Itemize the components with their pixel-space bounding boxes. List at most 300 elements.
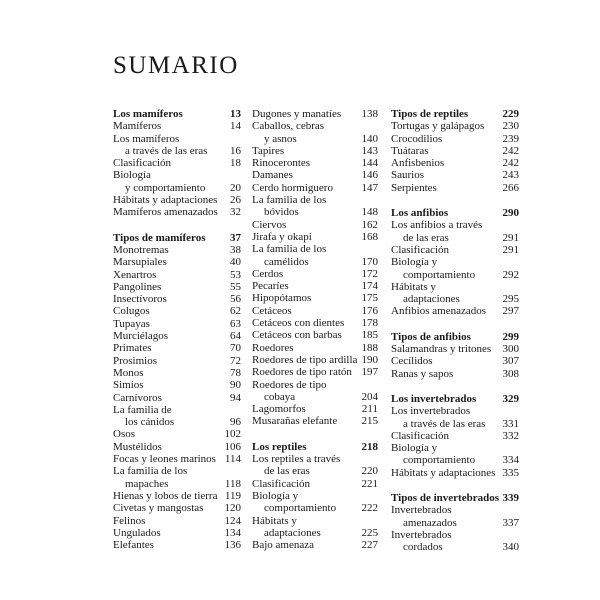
entry-title-line: Murciélagos bbox=[113, 330, 168, 343]
toc-section bbox=[113, 108, 241, 219]
page-number: 94 bbox=[230, 391, 241, 404]
toc-entry[interactable] bbox=[113, 269, 241, 281]
page-number: 96 bbox=[230, 416, 241, 429]
entry-title-line: Dugones y manatíes bbox=[252, 108, 342, 120]
toc-entry[interactable] bbox=[252, 268, 378, 280]
toc-entry[interactable] bbox=[113, 539, 241, 551]
entry-title bbox=[252, 108, 359, 120]
page-number: 146 bbox=[361, 169, 378, 182]
entry-title-line: Felinos bbox=[113, 514, 146, 527]
entry-title-line: Rinocerontes bbox=[252, 157, 311, 170]
page-number: 174 bbox=[361, 280, 378, 293]
page-number: 225 bbox=[361, 526, 378, 539]
toc-entry[interactable] bbox=[252, 539, 378, 551]
entry-title-continuation: adaptaciones bbox=[264, 526, 321, 539]
toc-entry[interactable] bbox=[252, 379, 378, 404]
entry-title-continuation: mapaches bbox=[125, 477, 169, 490]
entry-title bbox=[252, 280, 359, 292]
toc-entry[interactable] bbox=[391, 219, 519, 244]
page-number: 308 bbox=[502, 367, 519, 380]
entry-title bbox=[391, 529, 500, 554]
entry-title-line: Invertebrados bbox=[391, 528, 452, 541]
entry-title-line: La familia de bbox=[113, 403, 172, 416]
section-heading[interactable] bbox=[391, 393, 519, 405]
entry-title-line: Simios bbox=[113, 379, 144, 392]
section-heading[interactable] bbox=[391, 108, 519, 120]
page-number: 26 bbox=[230, 194, 241, 207]
entry-title-continuation: a través de las eras bbox=[125, 144, 208, 157]
entry-title bbox=[252, 169, 359, 181]
entry-title-line: Los anfibios bbox=[391, 207, 449, 220]
toc-entry[interactable] bbox=[252, 342, 378, 354]
page-number: 62 bbox=[230, 305, 241, 318]
page-number: 175 bbox=[361, 292, 378, 305]
entry-title-line: Damanes bbox=[252, 169, 293, 182]
toc-entry[interactable] bbox=[113, 465, 241, 490]
entry-title-line: Los invertebrados bbox=[391, 405, 471, 418]
page-number: 291 bbox=[502, 231, 519, 244]
entry-title-line: Tapires bbox=[252, 144, 285, 157]
entry-title-line: Ungulados bbox=[113, 526, 161, 539]
page-number: 292 bbox=[502, 268, 519, 281]
toc-entry[interactable] bbox=[252, 415, 378, 427]
toc-entry[interactable] bbox=[252, 243, 378, 268]
entry-title-continuation: comportamiento bbox=[403, 268, 476, 281]
page-number: 13 bbox=[230, 108, 241, 120]
toc-entry[interactable] bbox=[252, 478, 378, 490]
page-number: 335 bbox=[502, 466, 519, 479]
toc-entry[interactable] bbox=[113, 305, 241, 317]
entry-title-line: Prosimios bbox=[113, 354, 158, 367]
section-heading[interactable] bbox=[113, 232, 241, 244]
page-number: 291 bbox=[502, 243, 519, 256]
toc-entry[interactable] bbox=[252, 317, 378, 329]
entry-title-line: Monotremas bbox=[113, 243, 169, 256]
entry-title bbox=[113, 342, 227, 354]
section-heading[interactable] bbox=[113, 108, 241, 120]
toc-section bbox=[391, 207, 519, 318]
entry-title-line: Tortugas y galápagos bbox=[391, 120, 485, 133]
entry-title-line: Biología y bbox=[252, 489, 299, 502]
toc-entry[interactable] bbox=[113, 441, 241, 453]
entry-title-continuation: cordados bbox=[403, 541, 443, 554]
entry-title-line: Los mamíferos bbox=[113, 132, 180, 145]
toc-entry[interactable] bbox=[113, 404, 241, 429]
entry-title-line: Hábitats y bbox=[252, 514, 297, 527]
page-number: 211 bbox=[361, 403, 378, 416]
toc-entry[interactable] bbox=[113, 330, 241, 342]
toc-entry[interactable] bbox=[113, 379, 241, 391]
section-heading[interactable] bbox=[391, 492, 519, 504]
entry-title bbox=[113, 232, 227, 244]
toc-entry[interactable] bbox=[252, 219, 378, 231]
toc-entry[interactable] bbox=[391, 305, 519, 317]
entry-title bbox=[252, 317, 359, 329]
entry-title bbox=[391, 331, 500, 343]
page-number: 102 bbox=[224, 428, 241, 441]
page-number: 147 bbox=[361, 181, 378, 194]
toc-entry[interactable] bbox=[113, 244, 241, 256]
toc-entry[interactable] bbox=[391, 256, 519, 281]
entry-title-line: Salamandras y tritones bbox=[391, 343, 492, 356]
entry-title-line: Cecílidos bbox=[391, 355, 433, 368]
entry-title-line: Musarañas elefante bbox=[252, 415, 338, 428]
page-number: 331 bbox=[502, 417, 519, 430]
page-number: 162 bbox=[361, 218, 378, 231]
entry-title-line: Colugos bbox=[113, 305, 150, 318]
page-number: 144 bbox=[361, 157, 378, 170]
section-heading[interactable] bbox=[391, 331, 519, 343]
entry-title-line: Los anfibios a través bbox=[391, 219, 483, 232]
entry-title-line: Tipos de reptiles bbox=[391, 108, 469, 120]
toc-entry[interactable] bbox=[252, 329, 378, 341]
toc-entry[interactable] bbox=[113, 490, 241, 502]
toc-entry[interactable] bbox=[391, 281, 519, 306]
toc-entry[interactable] bbox=[391, 145, 519, 157]
entry-title-line: Insectívoros bbox=[113, 293, 167, 306]
entry-title bbox=[252, 342, 359, 354]
entry-title bbox=[113, 330, 227, 342]
page-number: 136 bbox=[224, 539, 241, 552]
page-number: 329 bbox=[502, 392, 519, 405]
page-number: 72 bbox=[230, 354, 241, 367]
page-number: 297 bbox=[502, 305, 519, 318]
toc-entry[interactable] bbox=[113, 515, 241, 527]
toc-entry[interactable] bbox=[113, 133, 241, 158]
entry-title bbox=[391, 343, 500, 355]
entry-title-continuation: adaptaciones bbox=[403, 293, 460, 306]
toc-entry[interactable] bbox=[252, 280, 378, 292]
page-number: 239 bbox=[502, 132, 519, 145]
toc-entry[interactable] bbox=[113, 281, 241, 293]
toc-entry[interactable] bbox=[252, 366, 378, 378]
entry-title bbox=[391, 145, 500, 157]
entry-title-line: Hienas y lobos de tierra bbox=[113, 489, 218, 502]
page-title: SUMARIO bbox=[113, 52, 239, 79]
toc-entry[interactable] bbox=[113, 392, 241, 404]
page-number: 114 bbox=[224, 453, 241, 466]
entry-title-line: Biología y bbox=[391, 442, 438, 455]
entry-title bbox=[252, 329, 359, 341]
toc-entry[interactable] bbox=[252, 157, 378, 169]
page-number: 332 bbox=[502, 429, 519, 442]
page-number: 118 bbox=[224, 477, 241, 490]
toc-entry[interactable] bbox=[252, 403, 378, 415]
entry-title-line: Clasificación bbox=[252, 477, 311, 490]
toc-entry[interactable] bbox=[252, 182, 378, 194]
entry-title bbox=[113, 133, 227, 158]
page-number: 143 bbox=[361, 144, 378, 157]
entry-title bbox=[391, 430, 500, 442]
entry-title-line: Los reptiles a través bbox=[252, 453, 341, 466]
entry-title-line: Osos bbox=[113, 428, 136, 441]
toc-entry[interactable] bbox=[391, 467, 519, 479]
entry-title-continuation: comportamiento bbox=[264, 502, 337, 515]
toc-entry[interactable] bbox=[252, 108, 378, 120]
toc-entry[interactable] bbox=[391, 182, 519, 194]
entry-title-line: Tipos de invertebrados bbox=[391, 492, 499, 505]
page-number: 63 bbox=[230, 317, 241, 330]
toc-entry[interactable] bbox=[252, 231, 378, 243]
entry-title bbox=[252, 379, 359, 404]
entry-title bbox=[113, 355, 227, 367]
entry-title bbox=[391, 256, 500, 281]
entry-title-line: La familia de los bbox=[252, 194, 327, 207]
toc-column-3 bbox=[391, 108, 519, 567]
entry-title-line: Jirafa y okapi bbox=[252, 230, 312, 243]
toc-entry[interactable] bbox=[252, 453, 378, 478]
page-number: 188 bbox=[361, 341, 378, 354]
entry-title bbox=[113, 108, 227, 120]
page-number: 227 bbox=[361, 539, 378, 552]
toc-entry[interactable] bbox=[252, 194, 378, 219]
entry-title bbox=[113, 490, 222, 502]
page-number: 170 bbox=[361, 255, 378, 268]
toc-entry[interactable] bbox=[113, 527, 241, 539]
toc-entry[interactable] bbox=[252, 145, 378, 157]
entry-title bbox=[391, 492, 500, 504]
page-number: 222 bbox=[361, 502, 378, 515]
entry-title-line: Clasificación bbox=[391, 429, 450, 442]
page-number: 230 bbox=[502, 120, 519, 133]
page-number: 124 bbox=[224, 514, 241, 527]
entry-title bbox=[113, 379, 227, 391]
entry-title-continuation: y comportamiento bbox=[125, 181, 206, 194]
page-number: 340 bbox=[502, 541, 519, 554]
entry-title bbox=[391, 504, 500, 529]
entry-title bbox=[391, 207, 500, 219]
entry-title-line: Civetas y mangostas bbox=[113, 502, 204, 515]
toc-column-1 bbox=[113, 108, 241, 564]
page-number: 20 bbox=[230, 181, 241, 194]
entry-title-line: Focas y leones marinos bbox=[113, 453, 216, 466]
toc-entry[interactable] bbox=[391, 343, 519, 355]
entry-title bbox=[113, 502, 222, 514]
entry-title bbox=[252, 478, 359, 490]
entry-title bbox=[252, 145, 359, 157]
page-number: 90 bbox=[230, 379, 241, 392]
toc-entry[interactable] bbox=[113, 120, 241, 132]
toc-entry[interactable] bbox=[113, 293, 241, 305]
entry-title bbox=[391, 108, 500, 120]
toc-entry[interactable] bbox=[113, 367, 241, 379]
page-number: 37 bbox=[230, 231, 241, 244]
entry-title-continuation: cobaya bbox=[264, 390, 296, 403]
page-number: 221 bbox=[361, 477, 378, 490]
toc-entry[interactable] bbox=[113, 206, 241, 218]
entry-title bbox=[113, 539, 222, 551]
toc-entry[interactable] bbox=[391, 244, 519, 256]
toc-entry[interactable] bbox=[113, 256, 241, 268]
entry-title-continuation: camélidos bbox=[264, 255, 309, 268]
entry-title-line: Clasificación bbox=[113, 157, 172, 170]
page-number: 64 bbox=[230, 330, 241, 343]
page-number: 140 bbox=[361, 132, 378, 145]
entry-title-line: Saurios bbox=[391, 169, 424, 182]
entry-title-line: Xenartros bbox=[113, 268, 157, 281]
entry-title-line: Hipopótamos bbox=[252, 292, 312, 305]
page-number: 229 bbox=[502, 108, 519, 120]
page-number: 242 bbox=[502, 144, 519, 157]
entry-title bbox=[113, 527, 222, 539]
entry-title bbox=[252, 268, 359, 280]
toc-section bbox=[252, 108, 378, 428]
toc-entry[interactable] bbox=[391, 529, 519, 554]
entry-title bbox=[113, 194, 227, 206]
toc-entry[interactable] bbox=[252, 169, 378, 181]
page-number: 243 bbox=[502, 169, 519, 182]
toc-entry[interactable] bbox=[113, 169, 241, 194]
entry-title-line: Hábitats y bbox=[391, 280, 436, 293]
toc-entry[interactable] bbox=[252, 490, 378, 515]
toc-entry[interactable] bbox=[391, 355, 519, 367]
page-number: 16 bbox=[230, 144, 241, 157]
entry-title bbox=[391, 244, 500, 256]
page-number: 339 bbox=[502, 492, 519, 505]
entry-title-line: Mamíferos bbox=[113, 120, 162, 133]
entry-title-line: Anfibios amenazados bbox=[391, 305, 486, 318]
entry-title-line: Roedores de tipo ardilla bbox=[252, 353, 358, 366]
toc-entry[interactable] bbox=[391, 504, 519, 529]
entry-title bbox=[252, 231, 359, 243]
entry-title-line: Hábitats y adaptaciones bbox=[391, 466, 496, 479]
entry-title bbox=[391, 442, 500, 467]
section-heading[interactable] bbox=[391, 207, 519, 219]
entry-title-continuation: y asnos bbox=[264, 132, 297, 145]
entry-title bbox=[391, 157, 500, 169]
entry-title bbox=[391, 133, 500, 145]
entry-title-line: Ranas y sapos bbox=[391, 367, 454, 380]
entry-title bbox=[252, 366, 359, 378]
toc-entry[interactable] bbox=[391, 442, 519, 467]
entry-title bbox=[252, 490, 359, 515]
page-number: 106 bbox=[224, 440, 241, 453]
entry-title-line: Cerdo hormiguero bbox=[252, 181, 333, 194]
toc-section bbox=[113, 232, 241, 552]
entry-title-line: Lagomorfos bbox=[252, 403, 306, 416]
entry-title-continuation: bóvidos bbox=[264, 206, 299, 219]
page-number: 70 bbox=[230, 342, 241, 355]
entry-title-line: Ciervos bbox=[252, 218, 287, 231]
page-number: 266 bbox=[502, 181, 519, 194]
entry-title bbox=[252, 292, 359, 304]
entry-title-line: Tuátaras bbox=[391, 144, 429, 157]
toc-entry[interactable] bbox=[391, 405, 519, 430]
section-heading[interactable] bbox=[252, 441, 378, 453]
entry-title bbox=[113, 281, 227, 293]
entry-title bbox=[113, 515, 222, 527]
page-number: 220 bbox=[361, 465, 378, 478]
entry-title bbox=[391, 169, 500, 181]
page-number: 334 bbox=[502, 454, 519, 467]
page-number: 40 bbox=[230, 256, 241, 269]
entry-title bbox=[113, 169, 227, 194]
entry-title bbox=[113, 318, 227, 330]
entry-title bbox=[113, 465, 222, 490]
entry-title-line: Mustélidos bbox=[113, 440, 162, 453]
entry-title-continuation: de las eras bbox=[403, 231, 449, 244]
toc-entry[interactable] bbox=[391, 169, 519, 181]
toc-entry[interactable] bbox=[113, 453, 241, 465]
entry-title-line: Crocodilios bbox=[391, 132, 443, 145]
toc-section bbox=[391, 331, 519, 380]
entry-title bbox=[391, 368, 500, 380]
entry-title-line: Hábitats y adaptaciones bbox=[113, 194, 218, 207]
toc-entry[interactable] bbox=[113, 502, 241, 514]
entry-title-line: Tupayas bbox=[113, 317, 150, 330]
toc-entry[interactable] bbox=[113, 157, 241, 169]
toc-entry[interactable] bbox=[391, 430, 519, 442]
entry-title bbox=[113, 305, 227, 317]
entry-title bbox=[391, 281, 500, 306]
toc-entry[interactable] bbox=[391, 368, 519, 380]
entry-title bbox=[252, 441, 359, 453]
entry-title bbox=[252, 415, 359, 427]
entry-title bbox=[252, 243, 359, 268]
entry-title bbox=[113, 441, 222, 453]
page-number: 242 bbox=[502, 157, 519, 170]
toc-entry[interactable] bbox=[391, 133, 519, 145]
toc-entry[interactable] bbox=[113, 355, 241, 367]
toc-entry[interactable] bbox=[391, 120, 519, 132]
entry-title-line: La familia de los bbox=[113, 465, 188, 478]
entry-title bbox=[252, 194, 359, 219]
toc-entry[interactable] bbox=[252, 515, 378, 540]
entry-title-line: Tipos de anfibios bbox=[391, 330, 471, 343]
page-number: 38 bbox=[230, 243, 241, 256]
entry-title-line: Roedores de tipo bbox=[252, 378, 327, 391]
toc-entry[interactable] bbox=[391, 157, 519, 169]
page-number: 56 bbox=[230, 293, 241, 306]
entry-title bbox=[391, 219, 500, 244]
toc-entry[interactable] bbox=[252, 120, 378, 145]
entry-title-line: Carnívoros bbox=[113, 391, 162, 404]
entry-title bbox=[391, 467, 500, 479]
entry-title-line: Monos bbox=[113, 366, 144, 379]
entry-title-line: Caballos, cebras bbox=[252, 120, 325, 133]
entry-title bbox=[113, 453, 222, 465]
page-number: 53 bbox=[230, 268, 241, 281]
page-number: 185 bbox=[361, 329, 378, 342]
page-number: 120 bbox=[224, 502, 241, 515]
entry-title bbox=[391, 305, 500, 317]
entry-title bbox=[113, 293, 227, 305]
toc-section bbox=[391, 108, 519, 194]
toc-entry[interactable] bbox=[113, 318, 241, 330]
toc-entry[interactable] bbox=[113, 194, 241, 206]
page-number: 168 bbox=[361, 230, 378, 243]
entry-title-line: Primates bbox=[113, 342, 152, 355]
page-number: 55 bbox=[230, 280, 241, 293]
entry-title bbox=[252, 539, 359, 551]
page-number: 148 bbox=[361, 206, 378, 219]
toc-entry[interactable] bbox=[252, 292, 378, 304]
entry-title-line: Cetáceos bbox=[252, 304, 292, 317]
page-number: 134 bbox=[224, 526, 241, 539]
page-number: 78 bbox=[230, 366, 241, 379]
toc-entry[interactable] bbox=[113, 342, 241, 354]
entry-title bbox=[113, 206, 227, 218]
toc-section bbox=[391, 393, 519, 479]
toc-entry[interactable] bbox=[113, 428, 241, 440]
entry-title bbox=[252, 305, 359, 317]
entry-title bbox=[113, 157, 227, 169]
page-number: 337 bbox=[502, 516, 519, 529]
toc-entry[interactable] bbox=[252, 305, 378, 317]
entry-title bbox=[252, 354, 359, 366]
toc-entry[interactable] bbox=[252, 354, 378, 366]
entry-title-line: Pangolines bbox=[113, 280, 162, 293]
